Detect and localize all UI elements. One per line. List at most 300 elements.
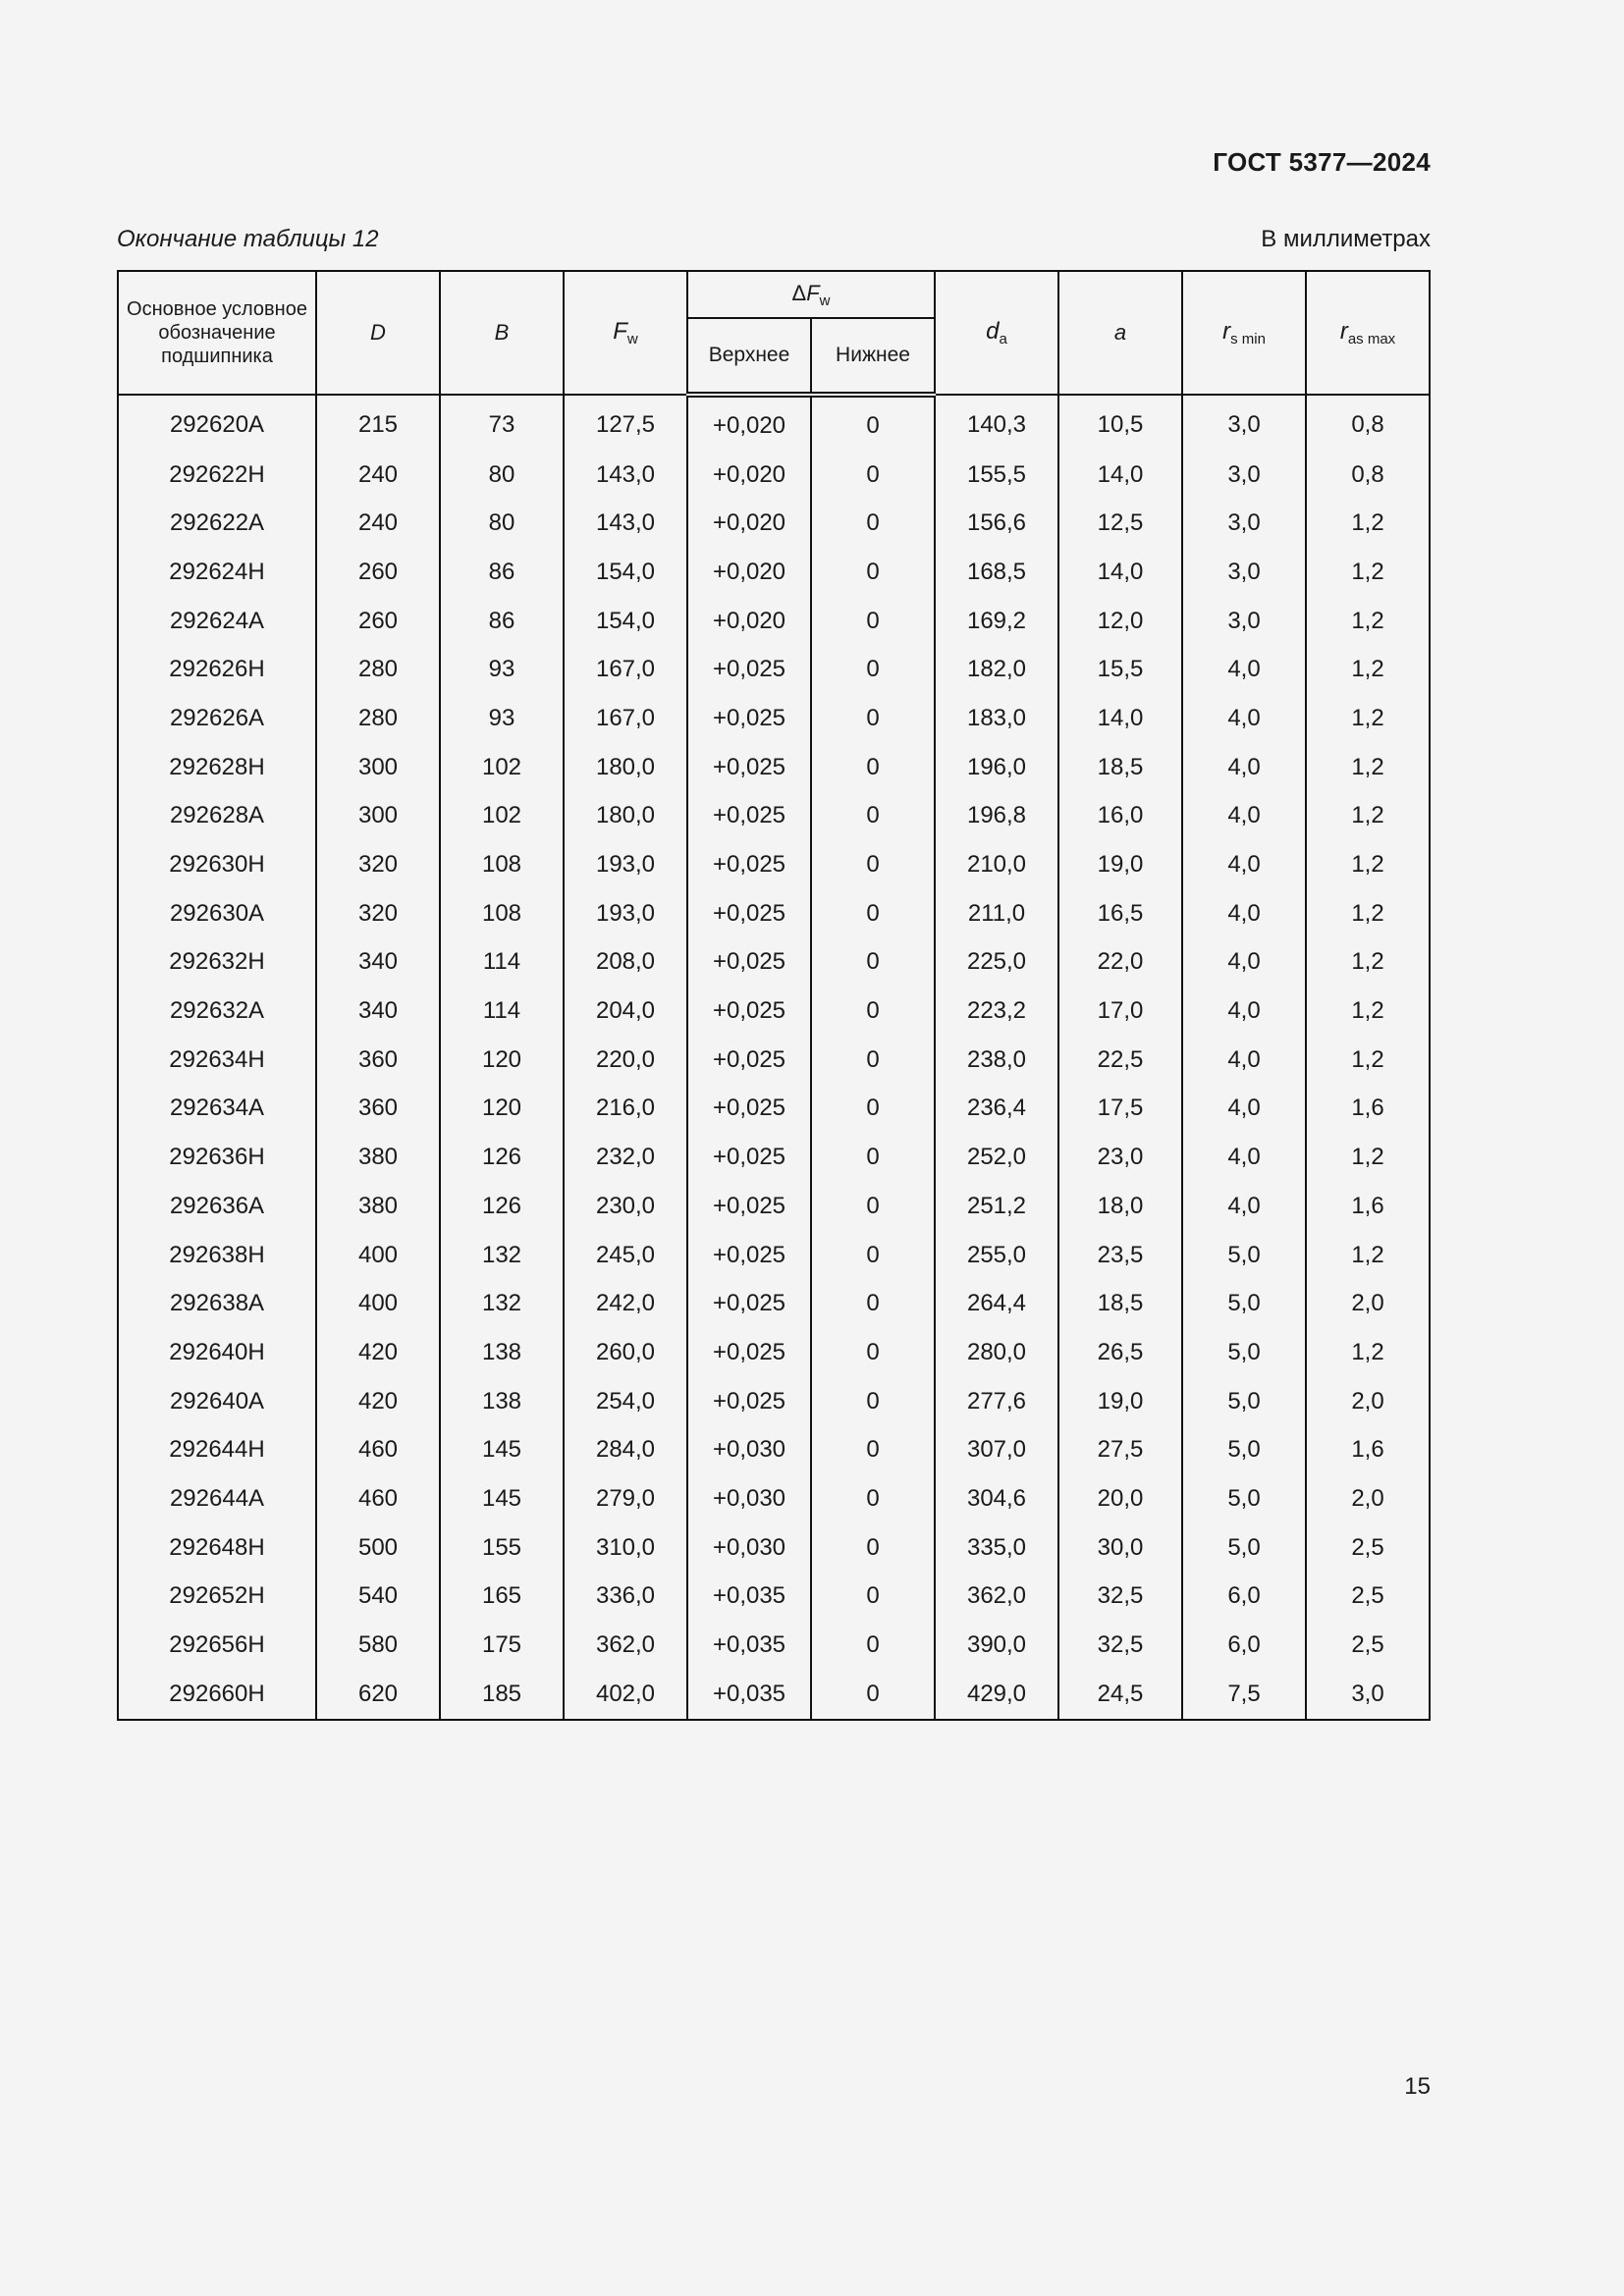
cell-a: 16,0: [1058, 792, 1182, 841]
table-row: [118, 1328, 1430, 1377]
document-code: ГОСТ 5377—2024: [1213, 147, 1431, 177]
cell-Fw: 362,0: [564, 1621, 687, 1670]
cell-rs-min: 6,0: [1182, 1621, 1306, 1670]
cell-rs-min: 5,0: [1182, 1377, 1306, 1426]
cell-da: 225,0: [935, 938, 1058, 988]
cell-upper: +0,030: [687, 1425, 811, 1474]
cell-upper: +0,025: [687, 1182, 811, 1231]
cell-ras-max: 1,2: [1306, 743, 1430, 792]
cell-a: 19,0: [1058, 1377, 1182, 1426]
cell-rs-min: 4,0: [1182, 1085, 1306, 1134]
cell-ras-max: 1,2: [1306, 645, 1430, 694]
cell-B: 138: [440, 1328, 564, 1377]
cell-a: 27,5: [1058, 1425, 1182, 1474]
cell-B: 138: [440, 1377, 564, 1426]
cell-Fw: 143,0: [564, 499, 687, 548]
cell-lower: 0: [811, 1279, 935, 1328]
cell-ras-max: 1,2: [1306, 938, 1430, 988]
cell-upper: +0,025: [687, 792, 811, 841]
cell-ras-max: 1,2: [1306, 1328, 1430, 1377]
cell-designation: 292652H: [118, 1573, 316, 1622]
cell-a: 18,5: [1058, 743, 1182, 792]
table-row: [118, 1474, 1430, 1523]
table-row: [118, 1425, 1430, 1474]
cell-upper: +0,025: [687, 743, 811, 792]
cell-D: 420: [316, 1328, 440, 1377]
cell-da: 280,0: [935, 1328, 1058, 1377]
cell-D: 400: [316, 1279, 440, 1328]
cell-designation: 292624H: [118, 548, 316, 597]
cell-da: 196,8: [935, 792, 1058, 841]
cell-a: 12,0: [1058, 597, 1182, 646]
table-row: [118, 792, 1430, 841]
cell-a: 12,5: [1058, 499, 1182, 548]
table-row: [118, 889, 1430, 938]
cell-B: 120: [440, 1036, 564, 1085]
cell-D: 460: [316, 1425, 440, 1474]
cell-da: 277,6: [935, 1377, 1058, 1426]
cell-lower: 0: [811, 1085, 935, 1134]
cell-rs-min: 5,0: [1182, 1425, 1306, 1474]
cell-upper: +0,035: [687, 1670, 811, 1720]
cell-rs-min: 4,0: [1182, 694, 1306, 743]
cell-lower: 0: [811, 395, 935, 451]
cell-ras-max: 1,2: [1306, 889, 1430, 938]
cell-ras-max: 1,2: [1306, 694, 1430, 743]
cell-designation: 292636A: [118, 1182, 316, 1231]
cell-ras-max: 1,2: [1306, 1133, 1430, 1182]
cell-a: 15,5: [1058, 645, 1182, 694]
cell-upper: +0,025: [687, 938, 811, 988]
cell-a: 32,5: [1058, 1573, 1182, 1622]
table-row: [118, 395, 1430, 451]
cell-ras-max: 2,0: [1306, 1279, 1430, 1328]
cell-Fw: 245,0: [564, 1231, 687, 1280]
cell-D: 380: [316, 1182, 440, 1231]
page-number: 15: [1404, 2073, 1431, 2100]
cell-da: 362,0: [935, 1573, 1058, 1622]
table-row: [118, 840, 1430, 889]
cell-B: 102: [440, 743, 564, 792]
cell-da: 264,4: [935, 1279, 1058, 1328]
table-row: [118, 1231, 1430, 1280]
cell-Fw: 336,0: [564, 1573, 687, 1622]
cell-D: 400: [316, 1231, 440, 1280]
cell-B: 155: [440, 1523, 564, 1573]
cell-da: 211,0: [935, 889, 1058, 938]
cell-rs-min: 5,0: [1182, 1328, 1306, 1377]
cell-Fw: 204,0: [564, 987, 687, 1036]
cell-rs-min: 4,0: [1182, 792, 1306, 841]
cell-B: 114: [440, 987, 564, 1036]
cell-lower: 0: [811, 1621, 935, 1670]
cell-designation: 292626H: [118, 645, 316, 694]
cell-ras-max: 3,0: [1306, 1670, 1430, 1720]
cell-B: 120: [440, 1085, 564, 1134]
cell-Fw: 167,0: [564, 694, 687, 743]
cell-da: 182,0: [935, 645, 1058, 694]
table-row: [118, 1670, 1430, 1720]
cell-lower: 0: [811, 1036, 935, 1085]
cell-D: 300: [316, 743, 440, 792]
cell-upper: +0,025: [687, 645, 811, 694]
cell-B: 86: [440, 548, 564, 597]
cell-upper: +0,030: [687, 1523, 811, 1573]
cell-rs-min: 4,0: [1182, 1133, 1306, 1182]
cell-ras-max: 1,6: [1306, 1425, 1430, 1474]
cell-da: 183,0: [935, 694, 1058, 743]
cell-B: 175: [440, 1621, 564, 1670]
cell-designation: 292630A: [118, 889, 316, 938]
cell-Fw: 154,0: [564, 548, 687, 597]
cell-B: 114: [440, 938, 564, 988]
cell-upper: +0,020: [687, 597, 811, 646]
cell-Fw: 193,0: [564, 840, 687, 889]
table-row: [118, 451, 1430, 500]
cell-lower: 0: [811, 645, 935, 694]
cell-B: 132: [440, 1231, 564, 1280]
cell-lower: 0: [811, 1425, 935, 1474]
cell-ras-max: 1,2: [1306, 987, 1430, 1036]
cell-D: 280: [316, 694, 440, 743]
cell-rs-min: 7,5: [1182, 1670, 1306, 1720]
cell-upper: +0,020: [687, 451, 811, 500]
cell-D: 320: [316, 889, 440, 938]
header-rs-min: $r_{s min}$: [1182, 271, 1306, 395]
cell-lower: 0: [811, 987, 935, 1036]
cell-ras-max: 1,2: [1306, 840, 1430, 889]
cell-ras-max: 1,2: [1306, 548, 1430, 597]
cell-rs-min: 5,0: [1182, 1279, 1306, 1328]
cell-designation: 292656H: [118, 1621, 316, 1670]
table-row: [118, 743, 1430, 792]
cell-a: 18,5: [1058, 1279, 1182, 1328]
table-row: [118, 1621, 1430, 1670]
cell-Fw: 232,0: [564, 1133, 687, 1182]
cell-B: 108: [440, 840, 564, 889]
cell-D: 300: [316, 792, 440, 841]
cell-lower: 0: [811, 1182, 935, 1231]
cell-D: 215: [316, 395, 440, 451]
cell-designation: 292660H: [118, 1670, 316, 1720]
table-body: [118, 395, 1430, 1720]
cell-upper: +0,025: [687, 1377, 811, 1426]
cell-B: 185: [440, 1670, 564, 1720]
cell-a: 26,5: [1058, 1328, 1182, 1377]
table-row: [118, 694, 1430, 743]
cell-Fw: 402,0: [564, 1670, 687, 1720]
cell-rs-min: 4,0: [1182, 987, 1306, 1036]
cell-rs-min: 4,0: [1182, 743, 1306, 792]
cell-upper: +0,035: [687, 1621, 811, 1670]
cell-Fw: 242,0: [564, 1279, 687, 1328]
cell-a: 30,0: [1058, 1523, 1182, 1573]
cell-D: 420: [316, 1377, 440, 1426]
header-upper: Верхнее: [687, 318, 811, 395]
cell-a: 32,5: [1058, 1621, 1182, 1670]
table-row: [118, 499, 1430, 548]
cell-D: 360: [316, 1085, 440, 1134]
cell-ras-max: 2,0: [1306, 1474, 1430, 1523]
cell-ras-max: 2,0: [1306, 1377, 1430, 1426]
cell-designation: 292622H: [118, 451, 316, 500]
table-row: [118, 938, 1430, 988]
cell-upper: +0,035: [687, 1573, 811, 1622]
cell-lower: 0: [811, 743, 935, 792]
cell-lower: 0: [811, 451, 935, 500]
cell-upper: +0,025: [687, 1328, 811, 1377]
header-lower: Нижнее: [811, 318, 935, 395]
header-Fw: $F_w$: [564, 271, 687, 395]
cell-ras-max: 1,6: [1306, 1182, 1430, 1231]
cell-a: 17,5: [1058, 1085, 1182, 1134]
cell-B: 108: [440, 889, 564, 938]
cell-B: 86: [440, 597, 564, 646]
cell-a: 22,0: [1058, 938, 1182, 988]
cell-da: 156,6: [935, 499, 1058, 548]
cell-B: 93: [440, 694, 564, 743]
cell-designation: 292644H: [118, 1425, 316, 1474]
cell-upper: +0,020: [687, 548, 811, 597]
cell-ras-max: 1,6: [1306, 1085, 1430, 1134]
cell-Fw: 254,0: [564, 1377, 687, 1426]
cell-ras-max: 0,8: [1306, 395, 1430, 451]
cell-ras-max: 2,5: [1306, 1523, 1430, 1573]
cell-lower: 0: [811, 840, 935, 889]
cell-designation: 292622A: [118, 499, 316, 548]
cell-D: 260: [316, 597, 440, 646]
cell-da: 168,5: [935, 548, 1058, 597]
cell-lower: 0: [811, 889, 935, 938]
cell-rs-min: 3,0: [1182, 548, 1306, 597]
cell-da: 210,0: [935, 840, 1058, 889]
cell-Fw: 208,0: [564, 938, 687, 988]
cell-B: 73: [440, 395, 564, 451]
cell-designation: 292638H: [118, 1231, 316, 1280]
cell-Fw: 216,0: [564, 1085, 687, 1134]
table-row: [118, 645, 1430, 694]
cell-ras-max: 1,2: [1306, 1036, 1430, 1085]
cell-D: 240: [316, 451, 440, 500]
cell-designation: 292634H: [118, 1036, 316, 1085]
cell-da: 252,0: [935, 1133, 1058, 1182]
cell-a: 14,0: [1058, 694, 1182, 743]
cell-lower: 0: [811, 1328, 935, 1377]
cell-lower: 0: [811, 1474, 935, 1523]
cell-upper: +0,030: [687, 1474, 811, 1523]
cell-da: 169,2: [935, 597, 1058, 646]
cell-da: 304,6: [935, 1474, 1058, 1523]
cell-lower: 0: [811, 1523, 935, 1573]
table-row: [118, 597, 1430, 646]
table-caption: Окончание таблицы 12: [117, 226, 379, 252]
cell-da: 390,0: [935, 1621, 1058, 1670]
cell-Fw: 279,0: [564, 1474, 687, 1523]
cell-da: 307,0: [935, 1425, 1058, 1474]
cell-D: 340: [316, 938, 440, 988]
cell-B: 132: [440, 1279, 564, 1328]
cell-rs-min: 4,0: [1182, 1036, 1306, 1085]
cell-Fw: 260,0: [564, 1328, 687, 1377]
cell-designation: 292624A: [118, 597, 316, 646]
table-row: [118, 1523, 1430, 1573]
cell-rs-min: 5,0: [1182, 1231, 1306, 1280]
cell-da: 255,0: [935, 1231, 1058, 1280]
cell-rs-min: 4,0: [1182, 1182, 1306, 1231]
cell-D: 340: [316, 987, 440, 1036]
header-D: D: [316, 271, 440, 395]
cell-da: 196,0: [935, 743, 1058, 792]
cell-upper: +0,025: [687, 1231, 811, 1280]
table-row: [118, 1377, 1430, 1426]
cell-D: 500: [316, 1523, 440, 1573]
cell-D: 620: [316, 1670, 440, 1720]
cell-a: 23,0: [1058, 1133, 1182, 1182]
cell-D: 460: [316, 1474, 440, 1523]
cell-designation: 292632H: [118, 938, 316, 988]
cell-ras-max: 1,2: [1306, 597, 1430, 646]
cell-Fw: 154,0: [564, 597, 687, 646]
cell-Fw: 143,0: [564, 451, 687, 500]
cell-a: 16,5: [1058, 889, 1182, 938]
cell-upper: +0,025: [687, 1036, 811, 1085]
cell-da: 236,4: [935, 1085, 1058, 1134]
cell-designation: 292640A: [118, 1377, 316, 1426]
table-row: [118, 548, 1430, 597]
table-row: [118, 987, 1430, 1036]
table-row: [118, 1085, 1430, 1134]
cell-upper: +0,025: [687, 840, 811, 889]
cell-a: 14,0: [1058, 451, 1182, 500]
cell-B: 126: [440, 1182, 564, 1231]
header-da: $d_a$: [935, 271, 1058, 395]
cell-rs-min: 5,0: [1182, 1523, 1306, 1573]
cell-Fw: 284,0: [564, 1425, 687, 1474]
cell-D: 580: [316, 1621, 440, 1670]
cell-upper: +0,025: [687, 1085, 811, 1134]
cell-ras-max: 1,2: [1306, 499, 1430, 548]
cell-ras-max: 0,8: [1306, 451, 1430, 500]
cell-B: 93: [440, 645, 564, 694]
cell-designation: 292634A: [118, 1085, 316, 1134]
cell-a: 24,5: [1058, 1670, 1182, 1720]
cell-da: 429,0: [935, 1670, 1058, 1720]
header-B: B: [440, 271, 564, 395]
cell-rs-min: 4,0: [1182, 645, 1306, 694]
cell-Fw: 193,0: [564, 889, 687, 938]
cell-B: 165: [440, 1573, 564, 1622]
cell-upper: +0,025: [687, 1133, 811, 1182]
header-designation: Основное условное обозначение подшипника: [118, 271, 316, 395]
cell-upper: +0,020: [687, 499, 811, 548]
cell-upper: +0,025: [687, 987, 811, 1036]
header-a: a: [1058, 271, 1182, 395]
cell-D: 280: [316, 645, 440, 694]
cell-a: 14,0: [1058, 548, 1182, 597]
bearing-dimensions-table: [117, 270, 1431, 1721]
cell-designation: 292648H: [118, 1523, 316, 1573]
cell-a: 20,0: [1058, 1474, 1182, 1523]
cell-a: 23,5: [1058, 1231, 1182, 1280]
cell-da: 155,5: [935, 451, 1058, 500]
cell-a: 22,5: [1058, 1036, 1182, 1085]
cell-rs-min: 3,0: [1182, 451, 1306, 500]
cell-da: 251,2: [935, 1182, 1058, 1231]
cell-B: 80: [440, 451, 564, 500]
cell-rs-min: 3,0: [1182, 597, 1306, 646]
cell-lower: 0: [811, 597, 935, 646]
cell-lower: 0: [811, 1133, 935, 1182]
cell-da: 223,2: [935, 987, 1058, 1036]
cell-lower: 0: [811, 1377, 935, 1426]
cell-D: 260: [316, 548, 440, 597]
cell-designation: 292644A: [118, 1474, 316, 1523]
cell-da: 238,0: [935, 1036, 1058, 1085]
cell-Fw: 310,0: [564, 1523, 687, 1573]
cell-a: 10,5: [1058, 395, 1182, 451]
cell-Fw: 180,0: [564, 792, 687, 841]
header-ras-max: $r_{as max}$: [1306, 271, 1430, 395]
cell-ras-max: 2,5: [1306, 1621, 1430, 1670]
cell-B: 145: [440, 1425, 564, 1474]
cell-lower: 0: [811, 792, 935, 841]
cell-upper: +0,020: [687, 395, 811, 451]
cell-designation: 292626A: [118, 694, 316, 743]
cell-D: 380: [316, 1133, 440, 1182]
cell-rs-min: 4,0: [1182, 938, 1306, 988]
cell-ras-max: 1,2: [1306, 792, 1430, 841]
cell-lower: 0: [811, 499, 935, 548]
cell-lower: 0: [811, 548, 935, 597]
cell-D: 360: [316, 1036, 440, 1085]
cell-a: 17,0: [1058, 987, 1182, 1036]
cell-upper: +0,025: [687, 889, 811, 938]
cell-lower: 0: [811, 694, 935, 743]
cell-designation: 292638A: [118, 1279, 316, 1328]
cell-rs-min: 4,0: [1182, 889, 1306, 938]
cell-upper: +0,025: [687, 694, 811, 743]
cell-designation: 292630H: [118, 840, 316, 889]
cell-Fw: 127,5: [564, 395, 687, 451]
cell-upper: +0,025: [687, 1279, 811, 1328]
header-delta-Fw: $\Delta F_w$: [687, 271, 935, 318]
cell-rs-min: 3,0: [1182, 499, 1306, 548]
cell-B: 102: [440, 792, 564, 841]
cell-Fw: 230,0: [564, 1182, 687, 1231]
cell-ras-max: 2,5: [1306, 1573, 1430, 1622]
cell-designation: 292640H: [118, 1328, 316, 1377]
cell-a: 19,0: [1058, 840, 1182, 889]
cell-ras-max: 1,2: [1306, 1231, 1430, 1280]
cell-designation: 292628A: [118, 792, 316, 841]
table-row: [118, 1279, 1430, 1328]
table-header: [118, 271, 1430, 395]
cell-D: 240: [316, 499, 440, 548]
cell-designation: 292632A: [118, 987, 316, 1036]
cell-rs-min: 6,0: [1182, 1573, 1306, 1622]
cell-Fw: 167,0: [564, 645, 687, 694]
table-row: [118, 1182, 1430, 1231]
table-row: [118, 1036, 1430, 1085]
cell-a: 18,0: [1058, 1182, 1182, 1231]
cell-lower: 0: [811, 938, 935, 988]
cell-D: 320: [316, 840, 440, 889]
cell-rs-min: 5,0: [1182, 1474, 1306, 1523]
cell-lower: 0: [811, 1573, 935, 1622]
cell-da: 335,0: [935, 1523, 1058, 1573]
cell-designation: 292620A: [118, 395, 316, 451]
cell-rs-min: 4,0: [1182, 840, 1306, 889]
